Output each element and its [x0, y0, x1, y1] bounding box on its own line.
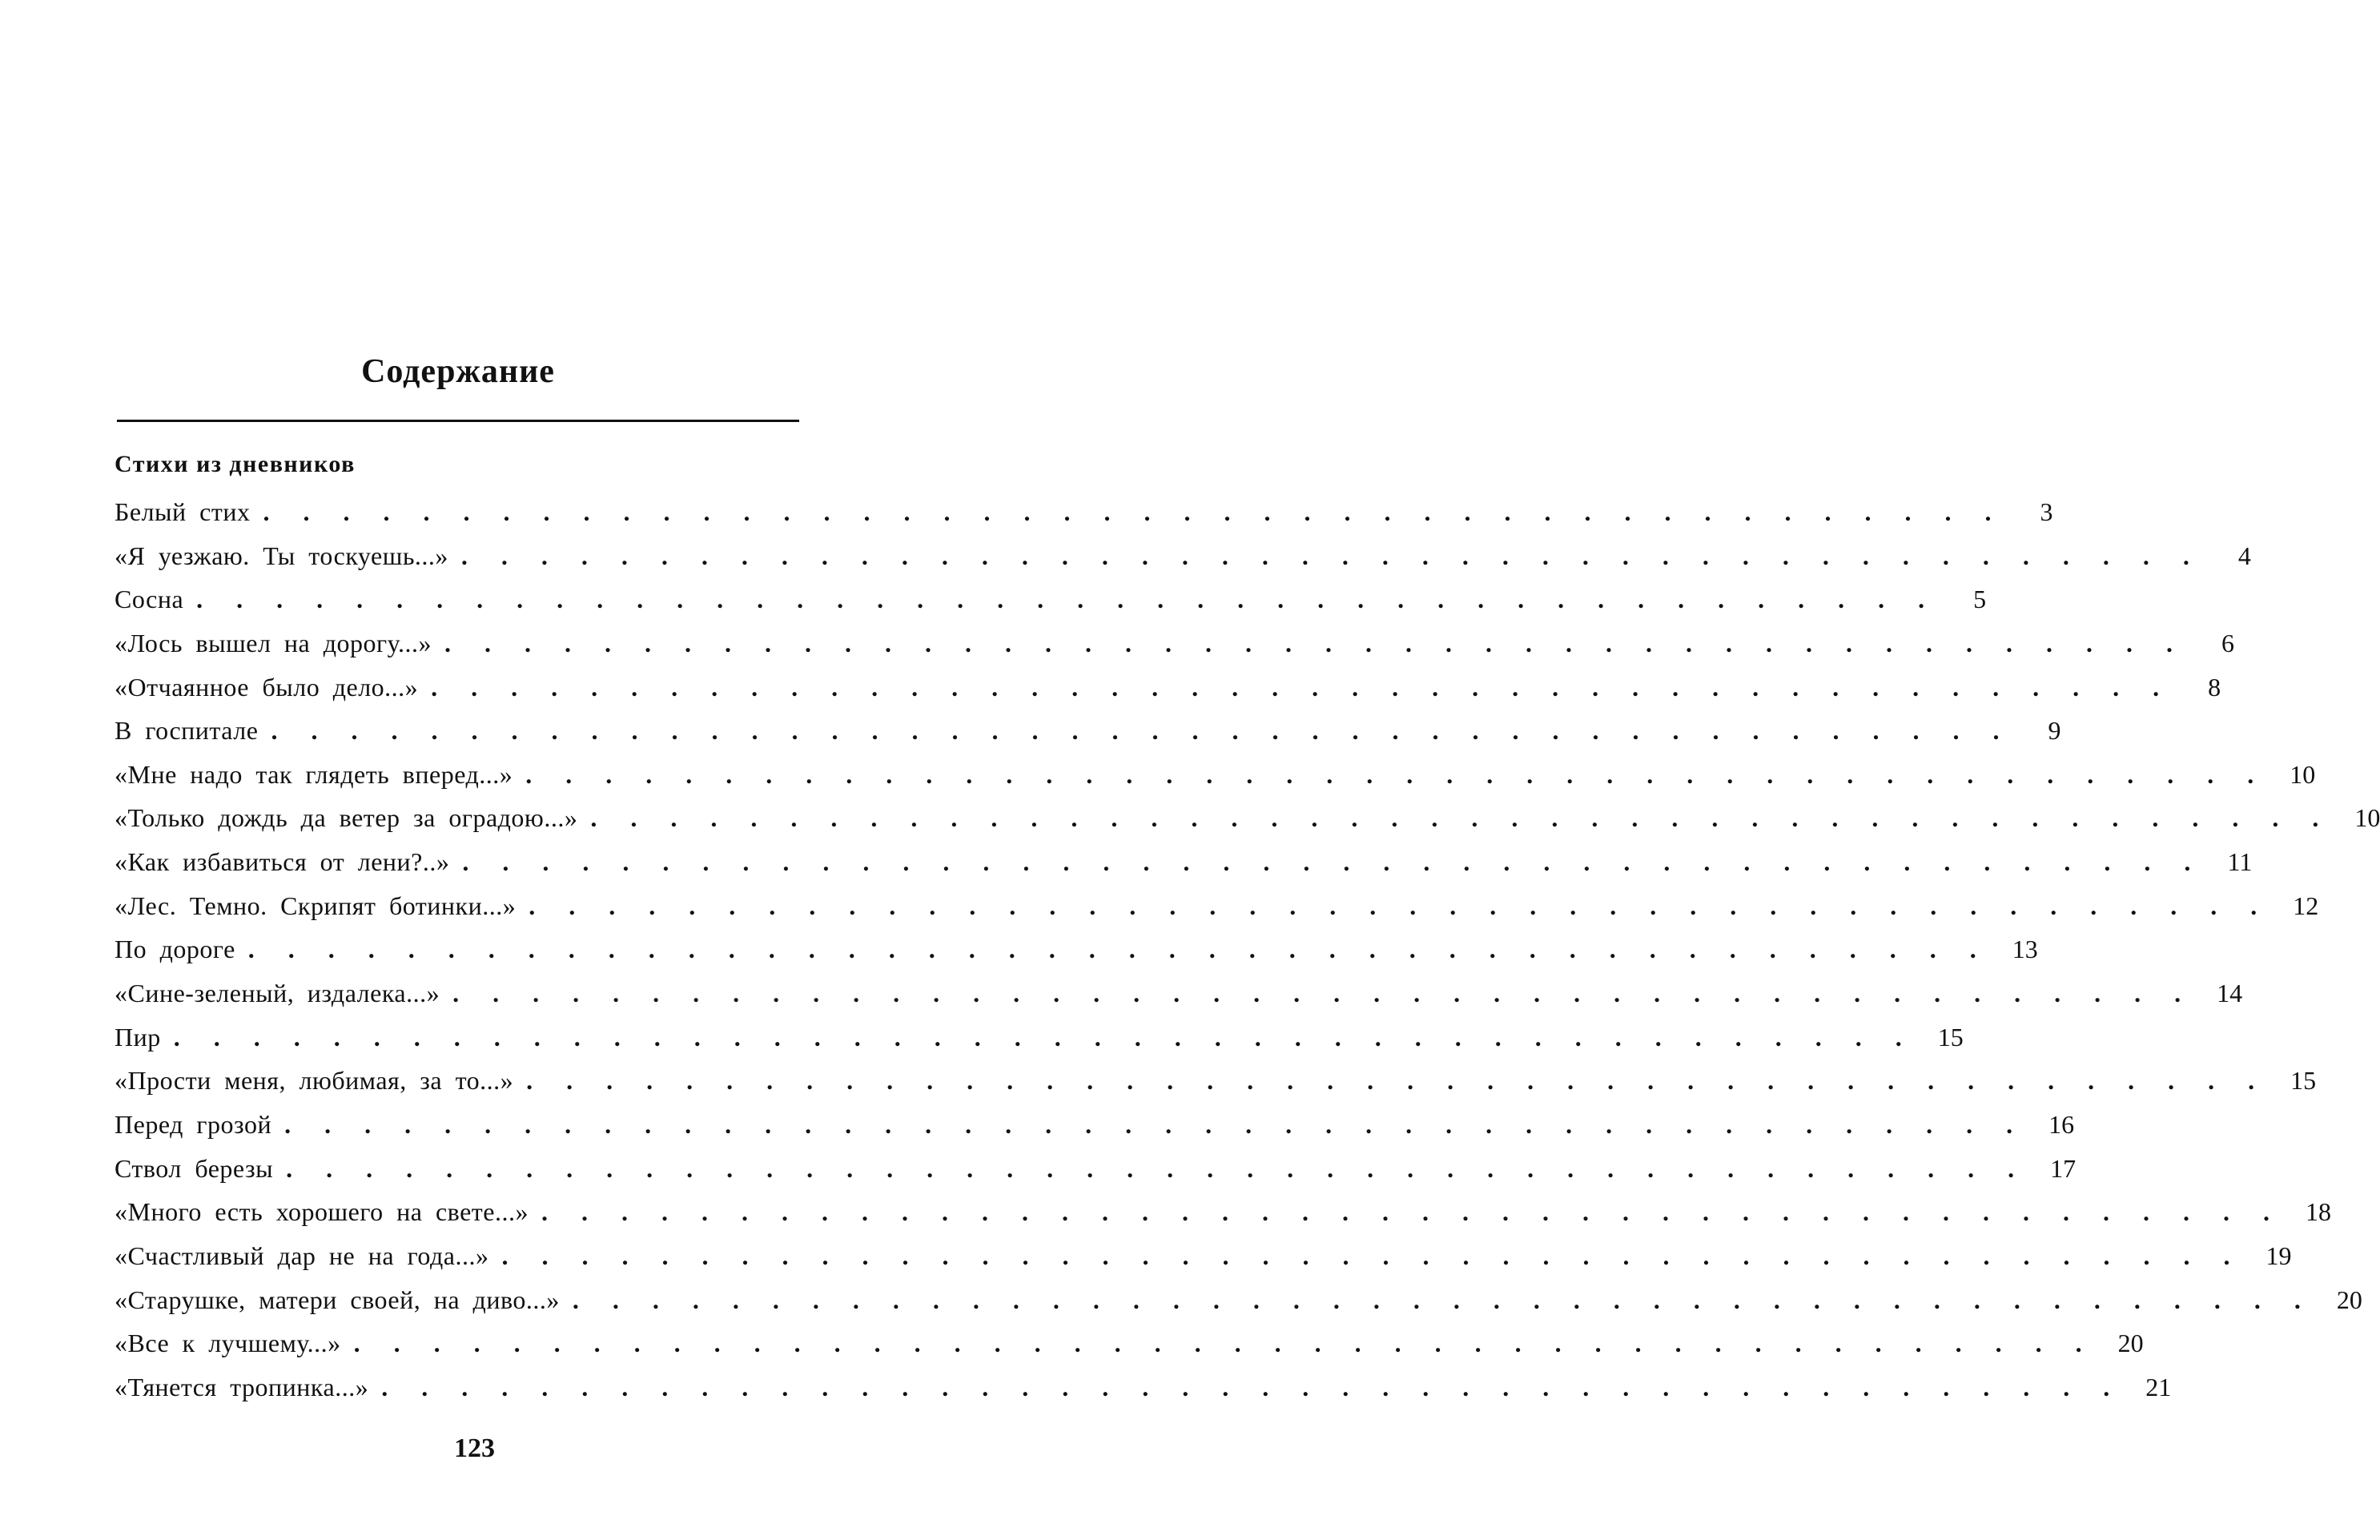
entry-page-number: 20: [2117, 1329, 2144, 1358]
dot-leader: . . . . . . . . . . . . . . . . . . . . . . . . . . . . . . . . . . . . . . . . . . . .: [444, 628, 2186, 657]
toc-entry: [115, 971, 2243, 1015]
entry-page-number: 18: [2305, 1197, 2331, 1227]
entry-page-number: 16: [2048, 1109, 2075, 1139]
toc-entry: [115, 1365, 2172, 1409]
entry-page-number: 6: [2221, 628, 2234, 657]
entry-title: Белый стих: [115, 497, 251, 526]
entry-title: «Много есть хорошего на свете...»: [115, 1197, 529, 1227]
dot-leader: . . . . . . . . . . . . . . . . . . . . . . . . . . . . . . . . . . . . . . . . . . . .: [381, 1372, 2124, 1401]
dot-leader: . . . . . . . . . . . . . . . . . . . . . . . . . . . . . . . . . . . . . . . . . . . .: [572, 1285, 2314, 1314]
entry-title: «Отчаянное было дело...»: [115, 672, 419, 702]
entry-title: «Все к лучшему...»: [115, 1329, 341, 1358]
toc-entry: [115, 1234, 2292, 1278]
entry-title: Сосна: [115, 585, 184, 614]
entry-title: В госпитале: [115, 716, 259, 746]
entry-title: Перед грозой: [115, 1109, 272, 1139]
page-number: 123: [454, 1433, 495, 1463]
dot-leader: . . . . . . . . . . . . . . . . . . . . . . . . . . . . . . . . . . . . . . . . . . . .: [541, 1197, 2283, 1227]
toc-entry: [115, 884, 2319, 928]
toc-entry: [115, 840, 2253, 884]
dot-leader: . . . . . . . . . . . . . . . . . . . . . . . . . . . . . . . . . . . . . . . . . . . .: [526, 1066, 2269, 1096]
entry-title: «Как избавиться от лени?..»: [115, 847, 450, 877]
dot-leader: . . . . . . . . . . . . . . . . . . . . . . . . . . . . . . . . . . . . . . . . . . . .: [460, 541, 2203, 570]
toc-entry: [115, 1059, 2317, 1103]
dot-leader: . . . . . . . . . . . . . . . . . . . . . . . . . . . . . . . . . . . . . . . . . . . .: [247, 935, 1990, 964]
entry-page-number: 9: [2048, 716, 2061, 746]
toc-entry: [115, 1015, 1964, 1060]
entry-title: «Сине-зеленый, издалека...»: [115, 979, 440, 1008]
entry-title: «Только дождь да ветер за оградою...»: [115, 803, 578, 833]
entry-title: По дороге: [115, 935, 235, 964]
entry-page-number: 5: [1973, 585, 1987, 614]
dot-leader: . . . . . . . . . . . . . . . . . . . . . . . . . . . . . . . . . . . . . . . . . . . .: [501, 1240, 2244, 1270]
entry-title: «Счастливый дар не на года...»: [115, 1240, 489, 1270]
entry-page-number: 17: [2050, 1153, 2076, 1183]
entry-page-number: 10: [2354, 803, 2380, 833]
entry-page-number: 14: [2217, 979, 2243, 1008]
entry-title: Ствол березы: [115, 1153, 274, 1183]
toc-entry: [115, 621, 2234, 665]
entry-page-number: 15: [2290, 1066, 2317, 1096]
toc-entry: [115, 577, 1987, 621]
dot-leader: . . . . . . . . . . . . . . . . . . . . . . . . . . . . . . . . . . . . . . . . . . . .: [529, 891, 2271, 920]
dot-leader: . . . . . . . . . . . . . . . . . . . . . . . . . . . . . . . . . . . . . . . . . . . .: [173, 1022, 1916, 1051]
entry-page-number: 12: [2293, 891, 2319, 920]
toc-entry: [115, 927, 2038, 971]
toc-entry: [115, 1321, 2144, 1365]
entry-page-number: 20: [2336, 1285, 2362, 1314]
entry-title: «Тянется тропинка...»: [115, 1372, 369, 1401]
entry-page-number: 10: [2290, 759, 2316, 789]
dot-leader: . . . . . . . . . . . . . . . . . . . . . . . . . . . . . . . . . . . . . . . . . . . .: [353, 1329, 2096, 1358]
dot-leader: . . . . . . . . . . . . . . . . . . . . . . . . . . . . . . . . . . . . . . . . . . . .: [286, 1153, 2028, 1183]
toc-entry: [115, 490, 2053, 534]
entry-page-number: 15: [1937, 1022, 1964, 1051]
toc-entry: [115, 753, 2316, 797]
entry-page-number: 21: [2145, 1372, 2172, 1401]
entry-title: «Прости меня, любимая, за то...»: [115, 1066, 514, 1096]
entry-page-number: 11: [2227, 847, 2253, 877]
dot-leader: . . . . . . . . . . . . . . . . . . . . . . . . . . . . . . . . . . . . . . . . . . . .: [196, 585, 1939, 614]
entry-title: «Мне надо так глядеть вперед...»: [115, 759, 513, 789]
entry-title: «Лось вышел на дорогу...»: [115, 628, 432, 657]
toc-entry: [115, 1278, 2362, 1322]
dot-leader: . . . . . . . . . . . . . . . . . . . . . . . . . . . . . . . . . . . . . . . . . . . .: [452, 979, 2195, 1008]
page-title: Содержание: [361, 353, 555, 390]
toc-entry: [115, 1103, 2075, 1147]
dot-leader: . . . . . . . . . . . . . . . . . . . . . . . . . . . . . . . . . . . . . . . . . . . .: [431, 672, 2173, 702]
toc-entry: [115, 709, 2061, 753]
entry-title: «Лес. Темно. Скрипят ботинки...»: [115, 891, 517, 920]
table-of-contents: [115, 490, 2380, 1409]
dot-leader: . . . . . . . . . . . . . . . . . . . . . . . . . . . . . . . . . . . . . . . . . . . .: [263, 497, 2005, 526]
entry-title: Пир: [115, 1022, 161, 1051]
toc-entry: [115, 1147, 2076, 1191]
entry-title: «Старушке, матери своей, на диво...»: [115, 1285, 560, 1314]
dot-leader: . . . . . . . . . . . . . . . . . . . . . . . . . . . . . . . . . . . . . . . . . . . .: [462, 847, 2205, 877]
entry-title: «Я уезжаю. Ты тоскуешь...»: [115, 541, 448, 570]
section-heading: Стихи из дневников: [115, 451, 356, 477]
toc-entry: [115, 796, 2380, 840]
dot-leader: . . . . . . . . . . . . . . . . . . . . . . . . . . . . . . . . . . . . . . . . . . . .: [525, 759, 2268, 789]
entry-page-number: 3: [2040, 497, 2053, 526]
dot-leader: . . . . . . . . . . . . . . . . . . . . . . . . . . . . . . . . . . . . . . . . . . . .: [284, 1109, 2027, 1139]
entry-page-number: 4: [2237, 541, 2251, 570]
toc-entry: [115, 665, 2221, 710]
entry-page-number: 19: [2265, 1240, 2292, 1270]
entry-page-number: 13: [2012, 935, 2038, 964]
dot-leader: . . . . . . . . . . . . . . . . . . . . . . . . . . . . . . . . . . . . . . . . . . . .: [590, 803, 2333, 833]
toc-entry: [115, 534, 2251, 578]
entry-page-number: 8: [2208, 672, 2221, 702]
title-rule: [117, 420, 799, 422]
toc-entry: [115, 1190, 2331, 1234]
dot-leader: . . . . . . . . . . . . . . . . . . . . . . . . . . . . . . . . . . . . . . . . . . . .: [271, 716, 2013, 746]
